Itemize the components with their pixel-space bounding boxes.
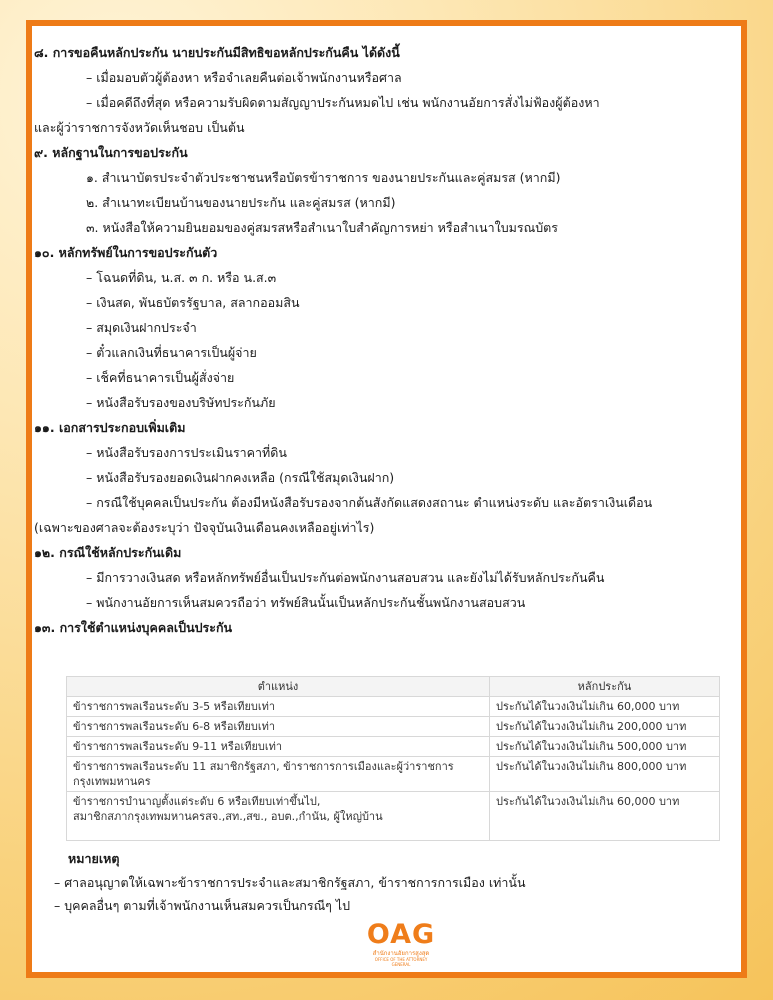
- section-10-bullet-6: – หนังสือรับรองของบริษัทประกันภัย: [86, 395, 276, 410]
- table-header-position: ตำแหน่ง: [67, 677, 490, 697]
- section-12-bullet-1: – มีการวางเงินสด หรือหลักทรัพย์อื่นเป็นประกันต่อพนักงานสอบสวน และยังไม่ได้รับหลักประกันคืน: [86, 570, 605, 585]
- section-10-bullet-5: – เช็คที่ธนาคารเป็นผู้สั่งจ่าย: [86, 370, 235, 385]
- section-8-heading: ๘. การขอคืนหลักประกัน นายประกันมีสิทธิขอหลักประกันคืน ได้ดังนี้: [34, 45, 400, 60]
- note-item-2: – บุคคลอื่นๆ ตามที่เจ้าพนักงานเห็นสมควรเป็นกรณีๆ ไป: [54, 898, 351, 913]
- table-row: [67, 757, 720, 792]
- table-cell-position: ข้าราชการพลเรือนระดับ 6-8 หรือเทียบเท่า: [67, 717, 490, 737]
- table-cell-position: ข้าราชการพลเรือนระดับ 9-11 หรือเทียบเท่า: [67, 737, 490, 757]
- table-header-row: [67, 677, 720, 697]
- table-header-guarantee: หลักประกัน: [490, 677, 720, 697]
- section-10-heading: ๑๐. หลักทรัพย์ในการขอประกันตัว: [34, 245, 218, 260]
- table-row: [67, 792, 720, 841]
- oag-logo: [366, 920, 436, 967]
- note-item-1: – ศาลอนุญาตให้เฉพาะข้าราชการประจำและสมาชิกรัฐสภา, ข้าราชการการเมือง เท่านั้น: [54, 875, 526, 890]
- section-13-heading: ๑๓. การใช้ตำแหน่งบุคคลเป็นประกัน: [34, 620, 233, 635]
- section-11-bullet-2: – หนังสือรับรองยอดเงินฝากคงเหลือ (กรณีใช้สมุดเงินฝาก): [86, 470, 395, 485]
- guarantee-table: [66, 676, 720, 841]
- table-cell-position: [67, 757, 490, 792]
- section-12-bullet-2: – พนักงานอัยการเห็นสมควรถือว่า ทรัพย์สินนั้นเป็นหลักประกันชั้นพนักงานสอบสวน: [86, 595, 526, 610]
- oag-logo-thai-text: สำนักงานอัยการสูงสุด: [372, 950, 430, 957]
- section-8-bullet-2: – เมื่อคดีถึงที่สุด หรือความรับผิดตามสัญญาประกันหมดไป เช่น พนักงานอัยการสั่งไม่ฟ้องผู้ต้องหา: [86, 95, 600, 110]
- document-body: [34, 44, 724, 637]
- table-cell-position: [67, 792, 490, 841]
- table-row: [67, 697, 720, 717]
- section-9-item-1: ๑. สำเนาบัตรประจำตัวประชาชนหรือบัตรข้าราชการ ของนายประกันและคู่สมรส (หากมี): [86, 170, 561, 185]
- table-cell-guarantee: ประกันได้ในวงเงินไม่เกิน 60,000 บาท: [490, 792, 720, 841]
- section-11-heading: ๑๑. เอกสารประกอบเพิ่มเติม: [34, 420, 186, 435]
- section-8-bullet-1: – เมื่อมอบตัวผู้ต้องหา หรือจำเลยคืนต่อเจ้าพนักงานหรือศาล: [86, 70, 402, 85]
- section-9-heading: ๙. หลักฐานในการขอประกัน: [34, 145, 188, 160]
- notes-section: [54, 850, 525, 920]
- table-cell-guarantee: ประกันได้ในวงเงินไม่เกิน 200,000 บาท: [490, 717, 720, 737]
- table-cell-guarantee: ประกันได้ในวงเงินไม่เกิน 60,000 บาท: [490, 697, 720, 717]
- table-cell-line: ข้าราชการบำนาญตั้งแต่ระดับ 6 หรือเทียบเท่าขึ้นไป,: [73, 795, 321, 808]
- oag-logo-mark: OAG: [366, 919, 436, 950]
- table-cell-line: ข้าราชการพลเรือนระดับ 11 สมาชิกรัฐสภา, ข้าราชการการเมืองและผู้ว่าราชการ: [73, 760, 454, 773]
- table-cell-guarantee: ประกันได้ในวงเงินไม่เกิน 800,000 บาท: [490, 757, 720, 792]
- section-10-bullet-4: – ตั๋วแลกเงินที่ธนาคารเป็นผู้จ่าย: [86, 345, 257, 360]
- section-9-item-3: ๓. หนังสือให้ความยินยอมของคู่สมรสหรือสำเนาใบสำคัญการหย่า หรือสำเนาใบมรณบัตร: [86, 220, 558, 235]
- section-9-item-2: ๒. สำเนาทะเบียนบ้านของนายประกัน และคู่สมรส (หากมี): [86, 195, 396, 210]
- oag-logo-english-text: OFFICE OF THE ATTORNEY GENERAL: [374, 957, 428, 967]
- notes-heading: หมายเหตุ: [68, 851, 120, 866]
- table-row: [67, 717, 720, 737]
- section-10-bullet-1: – โฉนดที่ดิน, น.ส. ๓ ก. หรือ น.ส.๓: [86, 270, 277, 285]
- section-11-bullet-3: – กรณีใช้บุคคลเป็นประกัน ต้องมีหนังสือรับรองจากต้นสังกัดแสดงสถานะ ตำแหน่งระดับ และอัตราเงินเดือน: [86, 495, 653, 510]
- table-cell-line: สมาชิกสภากรุงเทพมหานครสจ.,สท.,สข., อบต.,กำนัน, ผู้ใหญ่บ้าน: [73, 810, 383, 823]
- section-11-bullet-1: – หนังสือรับรองการประเมินราคาที่ดิน: [86, 445, 287, 460]
- section-8-bullet-2-cont: และผู้ว่าราชการจังหวัดเห็นชอบ เป็นต้น: [34, 120, 245, 135]
- table-cell-line: กรุงเทพมหานคร: [73, 775, 151, 788]
- section-10-bullet-2: – เงินสด, พันธบัตรรัฐบาล, สลากออมสิน: [86, 295, 300, 310]
- section-11-bullet-3-cont: (เฉพาะของศาลจะต้องระบุว่า ปัจจุบันเงินเดือนคงเหลืออยู่เท่าไร): [34, 520, 375, 535]
- section-12-heading: ๑๒. กรณีใช้หลักประกันเดิม: [34, 545, 182, 560]
- table-cell-guarantee: ประกันได้ในวงเงินไม่เกิน 500,000 บาท: [490, 737, 720, 757]
- table-cell-position: ข้าราชการพลเรือนระดับ 3-5 หรือเทียบเท่า: [67, 697, 490, 717]
- section-10-bullet-3: – สมุดเงินฝากประจำ: [86, 320, 197, 335]
- table-row: [67, 737, 720, 757]
